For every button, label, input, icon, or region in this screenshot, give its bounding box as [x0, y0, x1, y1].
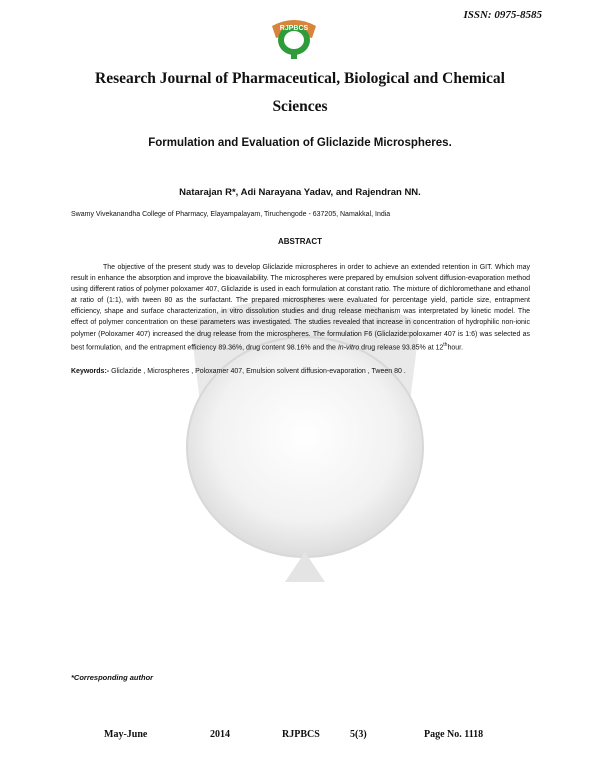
keywords-text: Gliclazide , Microspheres , Poloxamer 407, Emulsion solvent diffusion-evaporation , Tween 80 .: [109, 368, 406, 375]
abstract-text: The objective of the present study was to develop Gliclazide microspheres in order to achieve an extended retention in GIT. Which may result in enhance the absorption and improve the bioavailability. The microspheres were prepared by emulsion solvent diffusion-evaporation method using different ratios of polymer poloxamer 407, Gliclazide is used in each formulation at constant ratio. The mixture of dichloromethane and ethanol at ratio of (1:1), with tween 80 as the surfactant. The prepared microspheres were evaluated for percentage yield, particle size, entrapment efficiency, shape and surface characterization, in vitro dissolution studies and drug release mechanism was interpretated by kinetic model. The effect of polymer concentration on these parameters was investigated. The studies revealed that increase in concentration of hydrophilic non-ionic polymer (Poloxamer 407) increased the drug release from the microspheres. The formulation F6 (Gliclazide:poloxamer 407 is 1:6) was selected as best formulation, and the entrapment efficiency 89.36%, drug content 98.16% and the: [71, 264, 530, 351]
authors: Natarajan R*, Adi Narayana Yadav, and Rajendran NN.: [179, 187, 421, 198]
logo-text: RJPBCS: [279, 25, 309, 32]
footer-issue-month: May-June: [104, 729, 148, 740]
journal-logo: [266, 10, 322, 60]
corresponding-author: *Corresponding author: [71, 673, 154, 682]
keywords: [71, 366, 530, 377]
footer-volume: 5(3): [350, 729, 367, 740]
footer-year: 2014: [210, 729, 230, 740]
footer-journal: RJPBCS: [282, 729, 320, 740]
issn: ISSN: 0975-8585: [463, 9, 542, 21]
abstract-end: hour.: [447, 343, 464, 351]
article-title: Formulation and Evaluation of Gliclazide Microspheres.: [148, 137, 452, 149]
journal-title-line2: Sciences: [272, 98, 328, 115]
abstract-body: [71, 262, 530, 353]
affiliation: Swamy Vivekanandha College of Pharmacy, Elayampalayam, Tiruchengode - 637205, Namakkal, India: [71, 211, 391, 218]
footer-page: Page No. 1118: [424, 729, 484, 740]
abstract-release: drug release 93.85% at 12: [359, 343, 444, 351]
abstract-heading: ABSTRACT: [278, 237, 322, 246]
keywords-label: Keywords:-: [71, 368, 110, 375]
journal-title-line1: Research Journal of Pharmaceutical, Biological and Chemical: [95, 70, 505, 87]
abstract-invitro: In-vitro: [337, 343, 360, 351]
abstract-sup: th: [443, 341, 448, 348]
